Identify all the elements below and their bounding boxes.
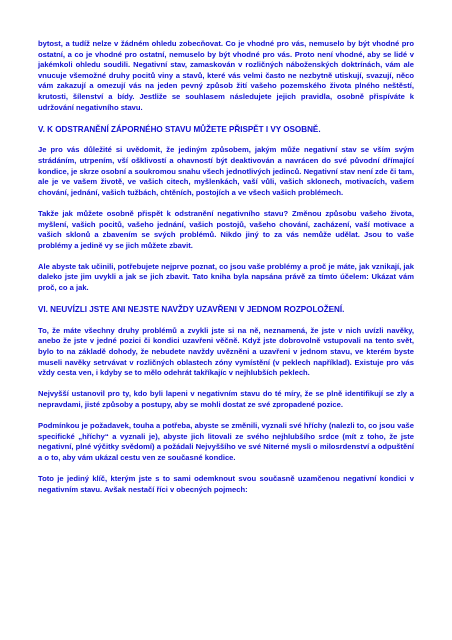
paragraph: Je pro vás důležité si uvědomit, že jediným způsobem, jakým může negativní stav se vším svým strádáním, utrpením, vší ošklivostí a ohavností být deaktivován a navrácen do své původní dřímající kondice, je skrze osobní a soukromou snahu všech jednotlivých jedinců. Negativní stav není zde či tam, ale je ve vašem životě, ve vašich citech, myšlenkách, vaší vůli, vašich sklonech, motivacích, vašem chování, jednání, vašich tužbách, chtěních, postojích a ve všech vašich problémech. bbox=[38, 145, 414, 197]
paragraph: bytost, a tudíž nelze v žádném ohledu zobecňovat. Co je vhodné pro vás, nemuselo by být vhodné pro ostatní, a co je vhodné pro ostatní, nemuselo by být vhodné pro vás. Proto není vhodné, aby se lidé v jakémkoli ohledu soudili. Negativní stav, zamaskován v rozličných náboženských doktrínách, vám ale vnucuje všemožné druhy pocitů viny a stavů, které vás velmi často ne nezbytně utiskují, svazují, něco vám zakazují a omezují vás na jeden pevný způsob žití vašeho pozemského života plného neštěstí, krutosti, šílenství a bídy. Jestliže se souhlasem následujete jejich pravidla, osobně přispíváte k udržování negativního stavu. bbox=[38, 39, 414, 112]
paragraph: Ale abyste tak učinili, potřebujete nejprve poznat, co jsou vaše problémy a proč je máte, jak vznikají, jak daleko jste jim uvykli a jak se jich zbavit. Tato kniha byla napsána právě za tímto účelem: Ukázat vám proč, co a jak. bbox=[38, 261, 414, 293]
paragraph: Toto je jediný klíč, kterým jste s to sami odemknout svou současně uzamčenou negativní kondici v negativním stavu. Avšak nestačí říci v obecných pojmech: bbox=[38, 474, 414, 494]
section-heading: VI. NEUVÍZLI JSTE ANI NEJSTE NAVŽDY UZAVŘENI V JEDNOM ROZPOLOŽENÍ. bbox=[38, 305, 345, 315]
document-body bbox=[38, 39, 414, 495]
paragraph: Nejvyšší ustanovil pro ty, kdo byli lapeni v negativním stavu do té míry, že se plně identifikují se zly a nepravdami, jisté způsoby a postupy, aby se mohli dostat ze své zpropadené pozice. bbox=[38, 389, 414, 409]
paragraph: Takže jak můžete osobně přispět k odstranění negativního stavu? Změnou způsobu vašeho života, myšlení, vašich pocitů, vašeho jednání, vašich postojů, vašeho chování, zacházení, vaší motivace a vašich sklonů a zbavením se svých problémů. Nikdo jiný to za vás nemůže udělat. Jsou to vaše problémy a jedině vy se jich můžete zbavit. bbox=[38, 208, 414, 250]
paragraph: Podmínkou je požadavek, touha a potřeba, abyste se změnili, vyznali své hříchy (nalezli to, co jsou vaše specifické „hříchy“ a vyznali je), abyste jich litovali ze svého nejhlubšího srdce (mít z toho, že jste negativní, plné výčitky svědomí) a požádali Nejvyššího ve své Niterné mysli o milosrdenství a odpuštění a o to, aby vám ukázal cestu ven ze současné kondice. bbox=[38, 421, 414, 462]
section-heading: V. K ODSTRANĚNÍ ZÁPORNÉHO STAVU MŮŽETE PŘISPĚT I VY OSOBNĚ. bbox=[38, 124, 321, 134]
paragraph: To, že máte všechny druhy problémů a zvykli jste si na ně, neznamená, že jste v nich uvízli navěky, anebo že jste v jedné pozici či kondici uzavřeni věčně. Když jste dobrovolně vstupovali na tento svět, bylo to na základě dohody, že nebudete navždy uvězněni a uzavřeni v jednom stavu, ve kterém byste museli navěky setrvávat v rozličných oblastech zóny vymístění (v peklech například). Existuje pro vás vždy cesta ven, i kdyby se to mělo odehrát takříkajíc v nejhlubších peklech. bbox=[38, 325, 414, 378]
